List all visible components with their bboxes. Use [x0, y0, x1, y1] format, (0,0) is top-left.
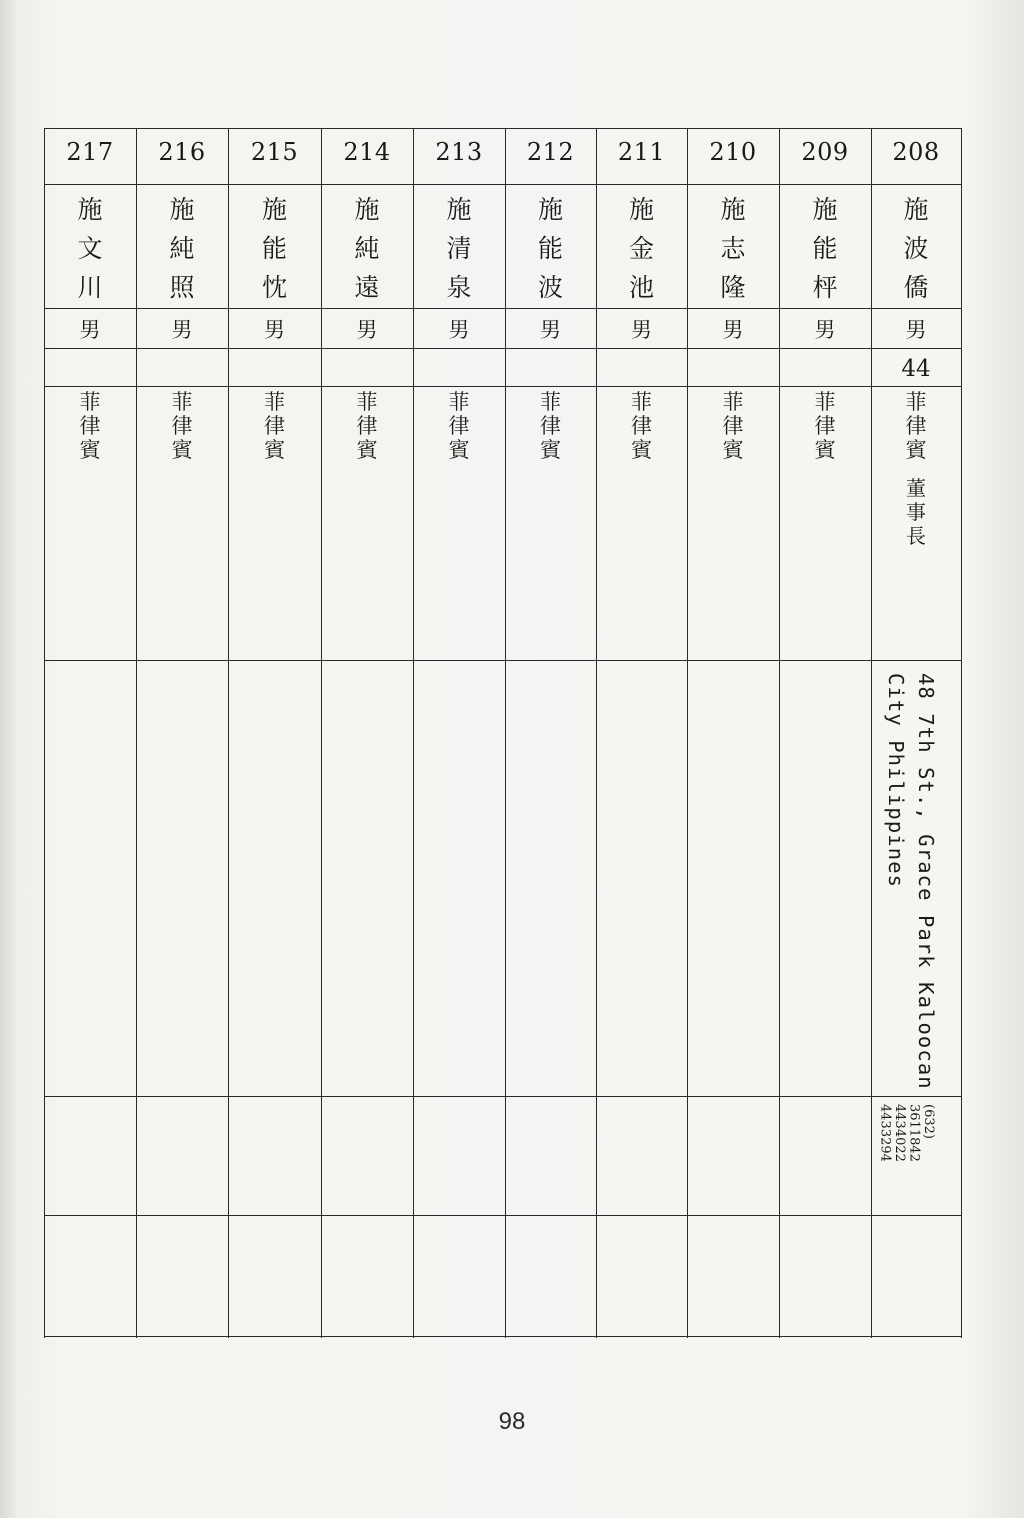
member-name	[871, 190, 961, 307]
name-character: 施	[628, 195, 654, 224]
nationality-character: 賓	[79, 438, 101, 462]
nationality-character: 賓	[448, 438, 470, 462]
record-number: 210	[709, 138, 757, 166]
name-character: 施	[77, 195, 103, 224]
record-column	[687, 128, 779, 1338]
nationality-character: 賓	[722, 438, 744, 462]
member-nationality	[44, 390, 136, 462]
member-nationality	[687, 390, 779, 462]
member-sex: 男	[79, 318, 101, 342]
title-character: 長	[906, 524, 926, 548]
nationality-character: 菲	[814, 390, 836, 414]
nationality-character: 律	[631, 414, 652, 438]
name-character: 隆	[720, 273, 746, 302]
nationality-character: 菲	[171, 390, 193, 414]
phone-line: 4434022	[892, 1104, 907, 1162]
record-column	[871, 128, 961, 1338]
record-column	[228, 128, 321, 1338]
record-column	[505, 128, 596, 1338]
nationality-character: 律	[171, 414, 193, 438]
name-character: 僑	[903, 273, 929, 302]
record-column	[321, 128, 413, 1338]
name-character: 純	[354, 234, 380, 263]
record-column	[596, 128, 687, 1338]
record-number: 211	[617, 138, 666, 166]
record-column	[136, 128, 228, 1338]
member-sex: 男	[631, 318, 652, 342]
name-character: 枰	[812, 273, 838, 302]
record-number: 216	[158, 138, 206, 166]
phone-line: (632)	[921, 1104, 936, 1139]
record-column	[44, 128, 136, 1338]
nationality-character: 賓	[356, 438, 378, 462]
name-character: 池	[628, 273, 654, 302]
name-character: 志	[720, 234, 746, 263]
name-character: 能	[537, 234, 563, 263]
name-character: 施	[169, 195, 195, 224]
member-phone	[877, 1104, 935, 1162]
nationality-character: 賓	[631, 438, 652, 462]
nationality-character: 賓	[814, 438, 836, 462]
member-sex: 男	[171, 318, 193, 342]
address-line: 48 7th St., Grace Park Kaloocan	[914, 673, 938, 1090]
nationality-character: 律	[722, 414, 744, 438]
nationality-character: 菲	[264, 390, 285, 414]
record-number: 213	[435, 138, 483, 166]
name-character: 純	[169, 234, 195, 263]
name-character: 施	[903, 195, 929, 224]
address-line: City Philippines	[884, 673, 908, 889]
nationality-character: 律	[540, 414, 561, 438]
nationality-character: 律	[356, 414, 378, 438]
title-character: 董	[906, 476, 926, 500]
table-rule	[961, 128, 962, 1338]
nationality-character: 菲	[631, 390, 652, 414]
title-character: 事	[906, 500, 926, 524]
nationality-character: 律	[905, 414, 927, 438]
nationality-character: 菲	[540, 390, 561, 414]
member-nationality	[228, 390, 321, 462]
nationality-character: 賓	[540, 438, 561, 462]
member-sex: 男	[264, 318, 285, 342]
member-address	[881, 673, 941, 1090]
name-character: 照	[169, 273, 195, 302]
member-nationality	[136, 390, 228, 462]
name-character: 川	[77, 273, 103, 302]
phone-line: 4433294	[877, 1104, 893, 1162]
member-name	[779, 190, 871, 307]
member-nationality	[779, 390, 871, 462]
page-number: 98	[498, 1408, 526, 1435]
name-character: 施	[446, 195, 472, 224]
nationality-character: 律	[448, 414, 470, 438]
nationality-character: 律	[264, 414, 285, 438]
name-character: 文	[77, 234, 103, 263]
nationality-character: 菲	[356, 390, 378, 414]
member-sex: 男	[540, 318, 561, 342]
member-sex: 男	[448, 318, 470, 342]
member-nationality	[871, 390, 961, 462]
record-number: 217	[66, 138, 114, 166]
name-character: 施	[812, 195, 838, 224]
member-age: 44	[901, 356, 931, 382]
nationality-character: 菲	[79, 390, 101, 414]
name-character: 波	[537, 273, 563, 302]
nationality-character: 菲	[905, 390, 927, 414]
record-number: 215	[250, 138, 299, 166]
name-character: 波	[903, 234, 929, 263]
nationality-character: 賓	[171, 438, 193, 462]
member-name	[505, 190, 596, 307]
name-character: 施	[720, 195, 746, 224]
nationality-character: 律	[814, 414, 836, 438]
record-column	[779, 128, 871, 1338]
member-nationality	[596, 390, 687, 462]
member-title	[871, 476, 961, 548]
nationality-character: 賓	[905, 438, 927, 462]
name-character: 施	[537, 195, 563, 224]
nationality-character: 律	[79, 414, 101, 438]
member-sex: 男	[722, 318, 744, 342]
name-character: 金	[628, 234, 654, 263]
name-character: 泉	[446, 273, 472, 302]
record-number: 208	[892, 138, 940, 166]
name-character: 能	[261, 234, 287, 263]
member-sex: 男	[356, 318, 378, 342]
member-nationality	[505, 390, 596, 462]
record-number: 212	[526, 138, 575, 166]
member-name	[136, 190, 228, 307]
record-number: 209	[801, 138, 849, 166]
record-column	[413, 128, 505, 1338]
name-character: 施	[354, 195, 380, 224]
name-character: 遠	[354, 273, 380, 302]
member-name	[596, 190, 687, 307]
member-name	[321, 190, 413, 307]
nationality-character: 菲	[448, 390, 470, 414]
member-sex: 男	[905, 318, 927, 342]
name-character: 忱	[261, 273, 287, 302]
member-nationality	[321, 390, 413, 462]
phone-line: 3611842	[906, 1104, 922, 1162]
member-name	[228, 190, 321, 307]
member-sex: 男	[814, 318, 836, 342]
member-name	[44, 190, 136, 307]
name-character: 能	[812, 234, 838, 263]
nationality-character: 菲	[722, 390, 744, 414]
member-ledger-table	[44, 128, 962, 1338]
member-nationality	[413, 390, 505, 462]
member-name	[413, 190, 505, 307]
member-name	[687, 190, 779, 307]
name-character: 清	[446, 234, 472, 263]
name-character: 施	[261, 195, 287, 224]
nationality-character: 賓	[264, 438, 285, 462]
record-number: 214	[343, 138, 391, 166]
